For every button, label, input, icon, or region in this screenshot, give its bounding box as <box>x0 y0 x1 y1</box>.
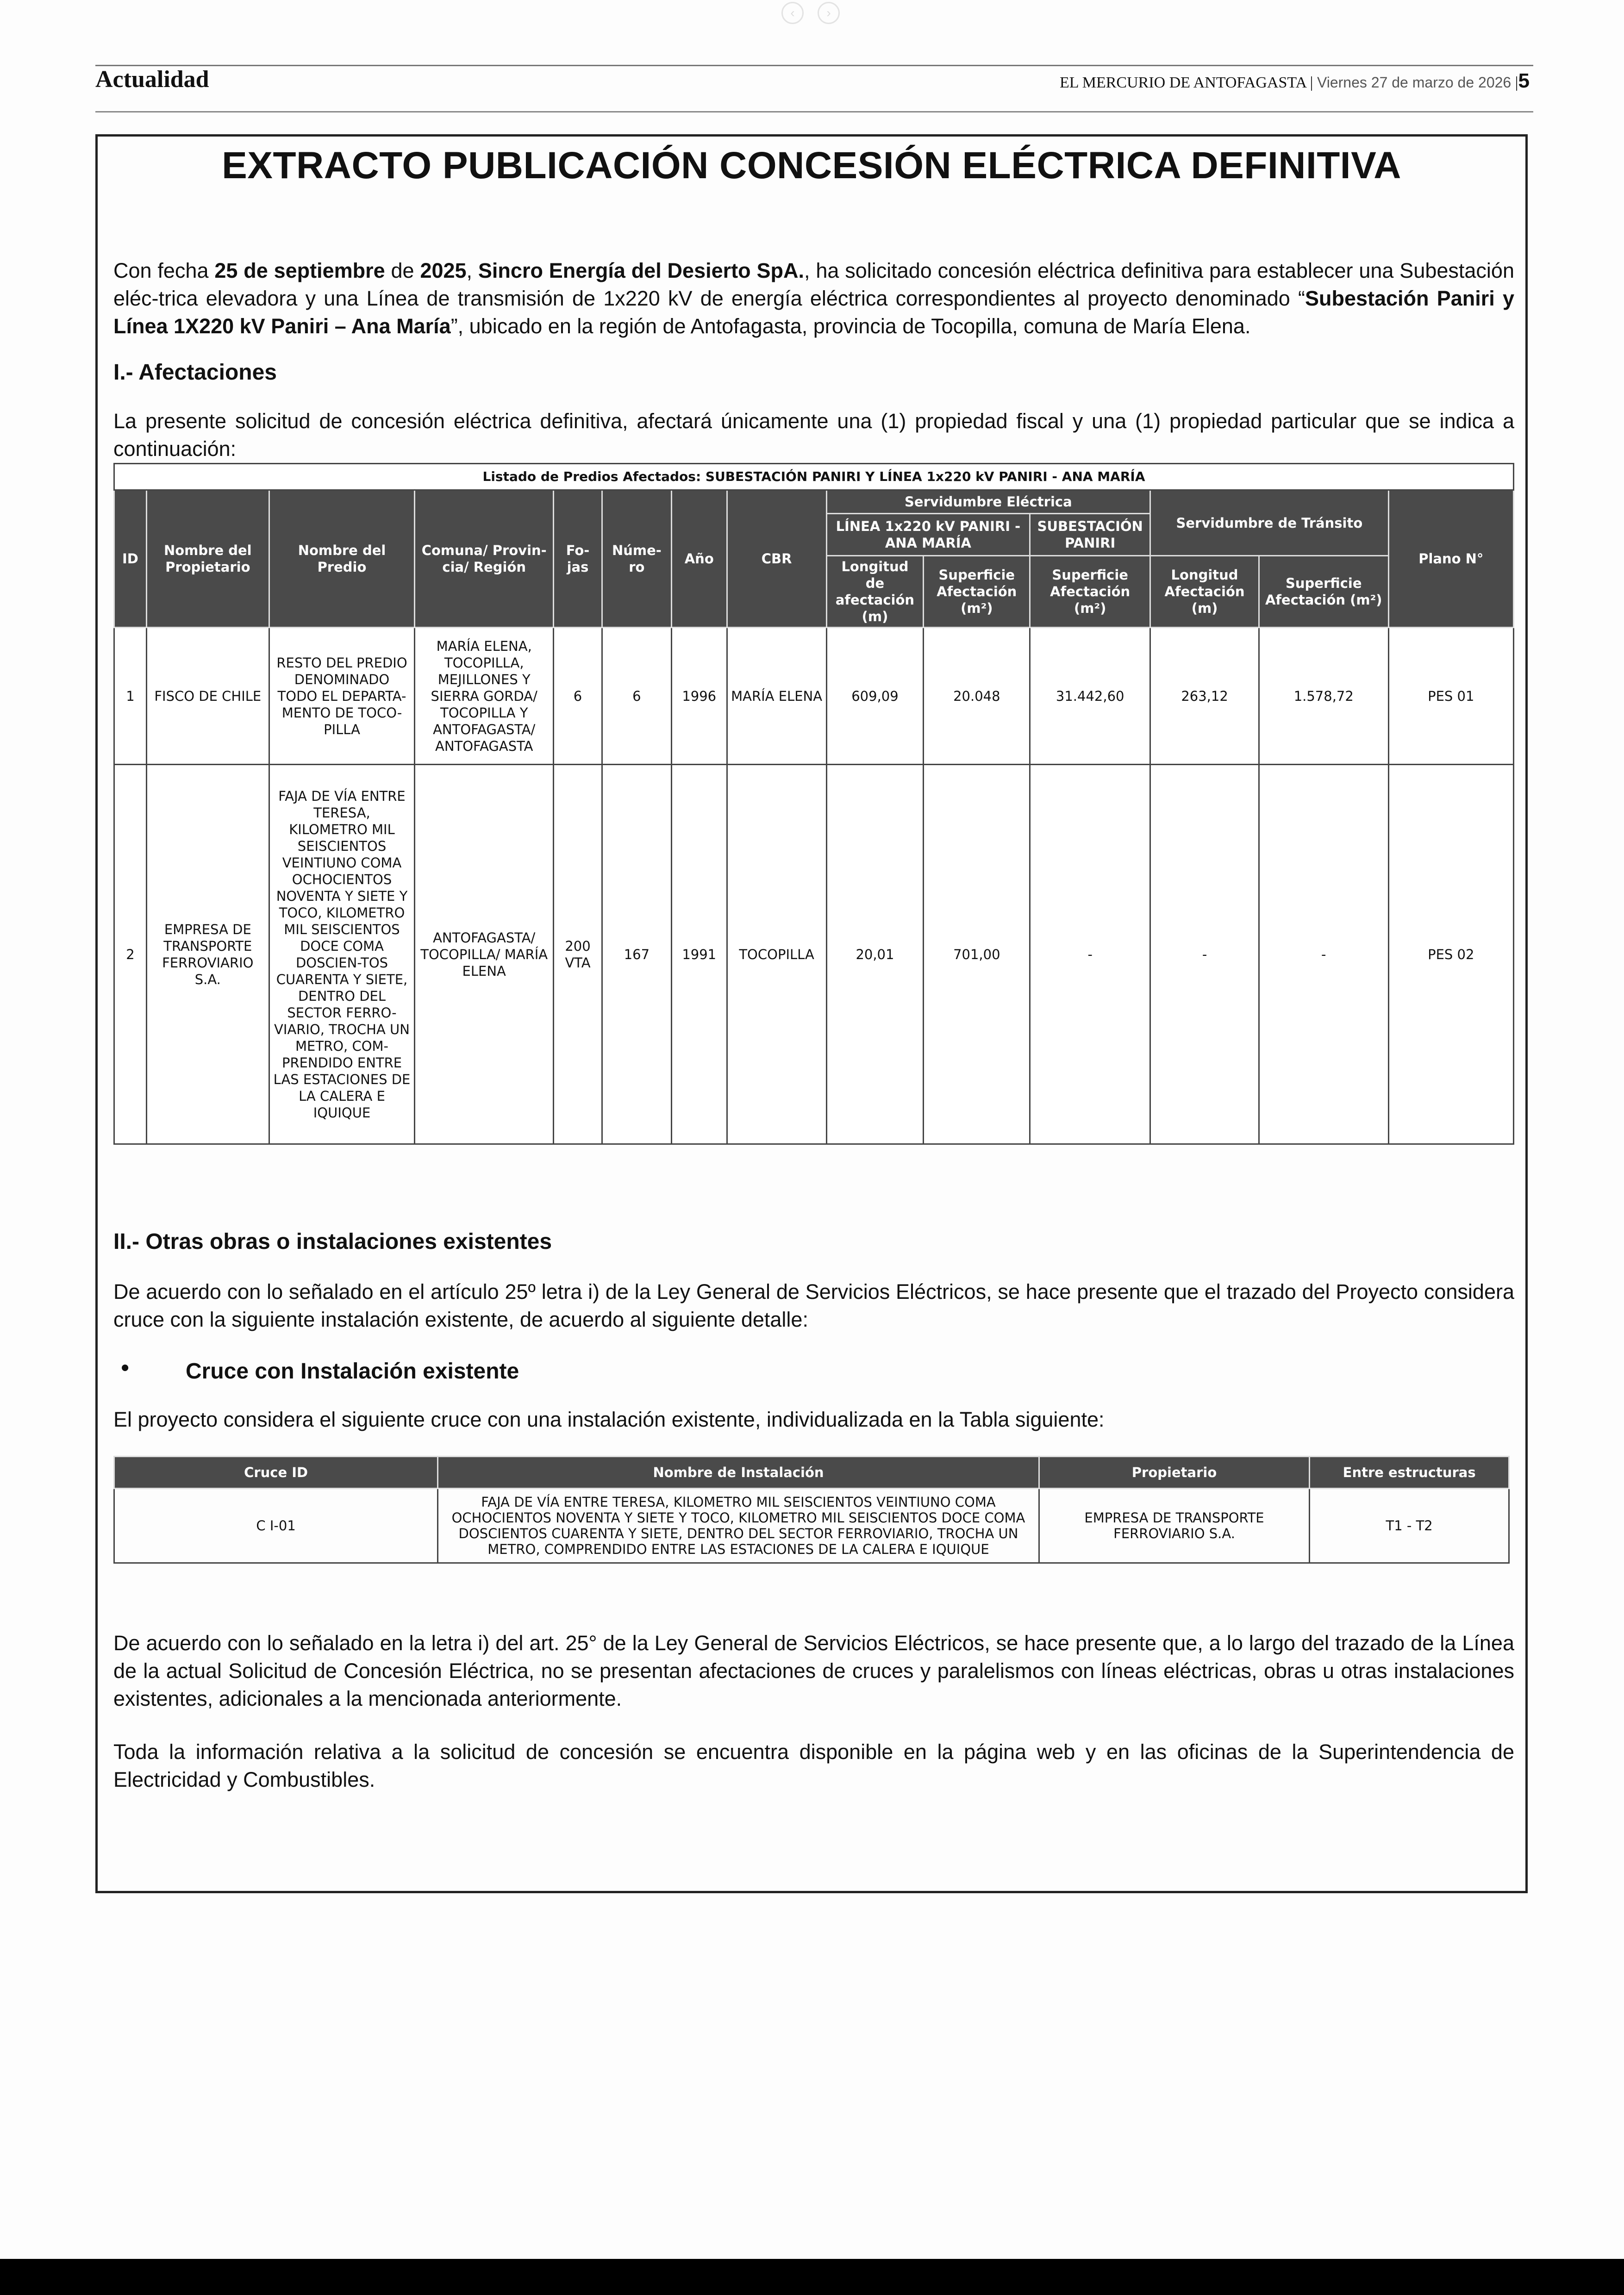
header-divider-top <box>95 65 1533 66</box>
group-header: Servidumbre de Tránsito <box>1150 490 1388 556</box>
masthead <box>1060 69 1530 93</box>
column-header: Longitud de afectación (m) <box>826 556 924 628</box>
column-header: Superficie Afectación (m²) <box>924 556 1030 628</box>
crossing-table-intro: El proyecto considera el siguiente cruce con una instalación existente, individualizada en la Tabla siguiente: <box>113 1408 1105 1431</box>
legal-notice-box <box>95 134 1528 1893</box>
otras-obras-paragraph: De acuerdo con lo señalado en el artículo 25º letra i) de la Ley General de Servicios Eléctricos, se hace presente que el trazado del Proyecto considera cruce con la siguiente instalación existente, de acuerdo al siguiente detalle: <box>113 1280 1514 1331</box>
table-cell: 20,01 <box>826 765 924 1144</box>
publication-date: Viernes 27 de marzo de 2026 <box>1317 74 1512 91</box>
table-cell: 1 <box>114 628 147 765</box>
section-heading-otras-obras: II.- Otras obras o instalaciones existentes <box>113 1229 552 1254</box>
section-label: Actualidad <box>95 66 209 93</box>
masthead-separator: | <box>1310 74 1313 91</box>
previous-page-icon[interactable]: ‹ <box>781 2 804 24</box>
table-cell: FAJA DE VÍA ENTRE TERESA, KILOMETRO MIL SEISCIENTOS VEINTIUNO COMA OCHOCIENTOS NOVENTA Y SIETE Y TOCO, KILOMETRO MIL SEISCIENTOS DOCE COMA DOSCIENTOS CUARENTA Y SIETE, DENTRO DEL SECTOR FERROVIARIO, TROCHA UN METRO, COMPRENDIDO ENTRE LAS ESTACIONES DE LA CALERA E IQUIQUE <box>438 1489 1039 1563</box>
column-header: CBR <box>727 490 826 628</box>
column-header: Superficie Afectación (m²) <box>1259 556 1388 628</box>
column-header: Fo-jas <box>554 490 602 628</box>
table-cell: 1996 <box>671 628 727 765</box>
table-row <box>114 1489 1509 1563</box>
table-cell: 6 <box>554 628 602 765</box>
crossing-table <box>113 1456 1510 1564</box>
table-cell: 2 <box>114 765 147 1144</box>
table-cell: PES 01 <box>1388 628 1513 765</box>
table-cell: 200 VTA <box>554 765 602 1144</box>
bullet-icon: • <box>121 1354 130 1381</box>
column-header: Cruce ID <box>114 1457 438 1489</box>
closing-paragraph-2: Toda la información relativa a la solicitud de concesión se encuentra disponible en la página web y en las oficinas de la Superintendencia de Electricidad y Combustibles. <box>113 1740 1514 1791</box>
table-cell: PES 02 <box>1388 765 1513 1144</box>
table-row <box>114 628 1514 765</box>
table-cell: EMPRESA DE TRANSPORTE FERROVIARIO S.A. <box>1039 1489 1310 1563</box>
page-number: 5 <box>1518 69 1530 92</box>
viewer-bottom-bar <box>0 2259 1624 2295</box>
notice-title: EXTRACTO PUBLICACIÓN CONCESIÓN ELÉCTRICA DEFINITIVA <box>222 144 1401 187</box>
closing-paragraph-1: De acuerdo con lo señalado en la letra i) del art. 25° de la Ley General de Servicios Eléctricos, se hace presente que, a lo largo del trazado de la Línea de la actual Solicitud de Concesión Eléctrica, no se presentan afectaciones de cruces y paralelismos con líneas eléctricas, obras u otras instalaciones existentes, adicionales a la mencionada anteriormente. <box>113 1631 1514 1710</box>
table-cell: T1 - T2 <box>1310 1489 1509 1563</box>
table-cell: 1.578,72 <box>1259 628 1388 765</box>
table-cell: 263,12 <box>1150 628 1259 765</box>
column-header: Año <box>671 490 727 628</box>
table-cell: 701,00 <box>924 765 1030 1144</box>
table-cell: C I-01 <box>114 1489 438 1563</box>
group-header: Servidumbre Eléctrica <box>826 490 1150 514</box>
page-navigation <box>781 2 840 24</box>
table-cell: - <box>1030 765 1150 1144</box>
column-header: Nombre de Instalación <box>438 1457 1039 1489</box>
column-header: Comuna/ Provin-cia/ Región <box>415 490 554 628</box>
column-header: Longitud Afectación (m) <box>1150 556 1259 628</box>
group-header: SUBESTACIÓN PANIRI <box>1030 514 1150 556</box>
afectaciones-paragraph: La presente solicitud de concesión eléctrica definitiva, afectará únicamente una (1) propiedad fiscal y una (1) propiedad particular que se indica a continuación: <box>113 409 1514 461</box>
next-page-icon[interactable]: › <box>818 2 840 24</box>
table-cell: ANTOFAGASTA/ TOCOPILLA/ MARÍA ELENA <box>415 765 554 1144</box>
table-cell: - <box>1259 765 1388 1144</box>
column-header: Nombre del Propietario <box>146 490 269 628</box>
table-cell: 609,09 <box>826 628 924 765</box>
bullet-item: Cruce con Instalación existente <box>186 1359 519 1384</box>
intro-paragraph: Con fecha 25 de septiembre de 2025, Sincro Energía del Desierto SpA., ha solicitado concesión eléctrica definitiva para establecer una Subestación eléc-trica elevadora y una Línea de transmisión de 1x220 kV de energía eléctrica correspondientes al proyecto denominado “Subestación Paniri y Línea 1X220 kV Paniri – Ana María”, ubicado en la región de Antofagasta, provincia de Tocopilla, comuna de María Elena. <box>113 259 1515 338</box>
table-caption: Listado de Predios Afectados: SUBESTACIÓN PANIRI Y LÍNEA 1x220 kV PANIRI - ANA MARÍA <box>114 464 1514 490</box>
section-heading-afectaciones: I.- Afectaciones <box>113 360 277 385</box>
column-header: ID <box>114 490 147 628</box>
newspaper-name: EL MERCURIO DE ANTOFAGASTA <box>1059 74 1306 91</box>
table-cell: 6 <box>602 628 671 765</box>
affected-properties-table <box>113 463 1514 1145</box>
header-divider-bottom <box>95 111 1533 112</box>
table-row <box>114 765 1514 1144</box>
table-cell: FAJA DE VÍA ENTRE TERESA, KILOMETRO MIL SEISCIENTOS VEINTIUNO COMA OCHOCIENTOS NOVENTA Y SIETE Y TOCO, KILOMETRO MIL SEISCIENTOS DOCE COMA DOSCIEN-TOS CUARENTA Y SIETE, DENTRO DEL SECTOR FERRO-VIARIO, TROCHA UN METRO, COM-PRENDIDO ENTRE LAS ESTACIONES DE LA CALERA E IQUIQUE <box>269 765 415 1144</box>
table-cell: 167 <box>602 765 671 1144</box>
group-header: LÍNEA 1x220 kV PANIRI - ANA MARÍA <box>826 514 1030 556</box>
column-header: Nombre del Predio <box>269 490 415 628</box>
table-cell: MARÍA ELENA, TOCOPILLA, MEJILLONES Y SIERRA GORDA/ TOCOPILLA Y ANTOFAGASTA/ ANTOFAGASTA <box>415 628 554 765</box>
column-header: Propietario <box>1039 1457 1310 1489</box>
table-cell: 20.048 <box>924 628 1030 765</box>
table-cell: TOCOPILLA <box>727 765 826 1144</box>
table-cell: EMPRESA DE TRANSPORTE FERROVIARIO S.A. <box>146 765 269 1144</box>
table-cell: 31.442,60 <box>1030 628 1150 765</box>
table-cell: 1991 <box>671 765 727 1144</box>
column-header: Entre estructuras <box>1310 1457 1509 1489</box>
table-cell: MARÍA ELENA <box>727 628 826 765</box>
masthead-separator: | <box>1515 74 1518 91</box>
table-cell: RESTO DEL PREDIO DENOMINADO TODO EL DEPARTA-MENTO DE TOCO-PILLA <box>269 628 415 765</box>
column-header: Núme-ro <box>602 490 671 628</box>
column-header: Superficie Afectación (m²) <box>1030 556 1150 628</box>
table-cell: - <box>1150 765 1259 1144</box>
table-cell: FISCO DE CHILE <box>146 628 269 765</box>
column-header: Plano N° <box>1388 490 1513 628</box>
